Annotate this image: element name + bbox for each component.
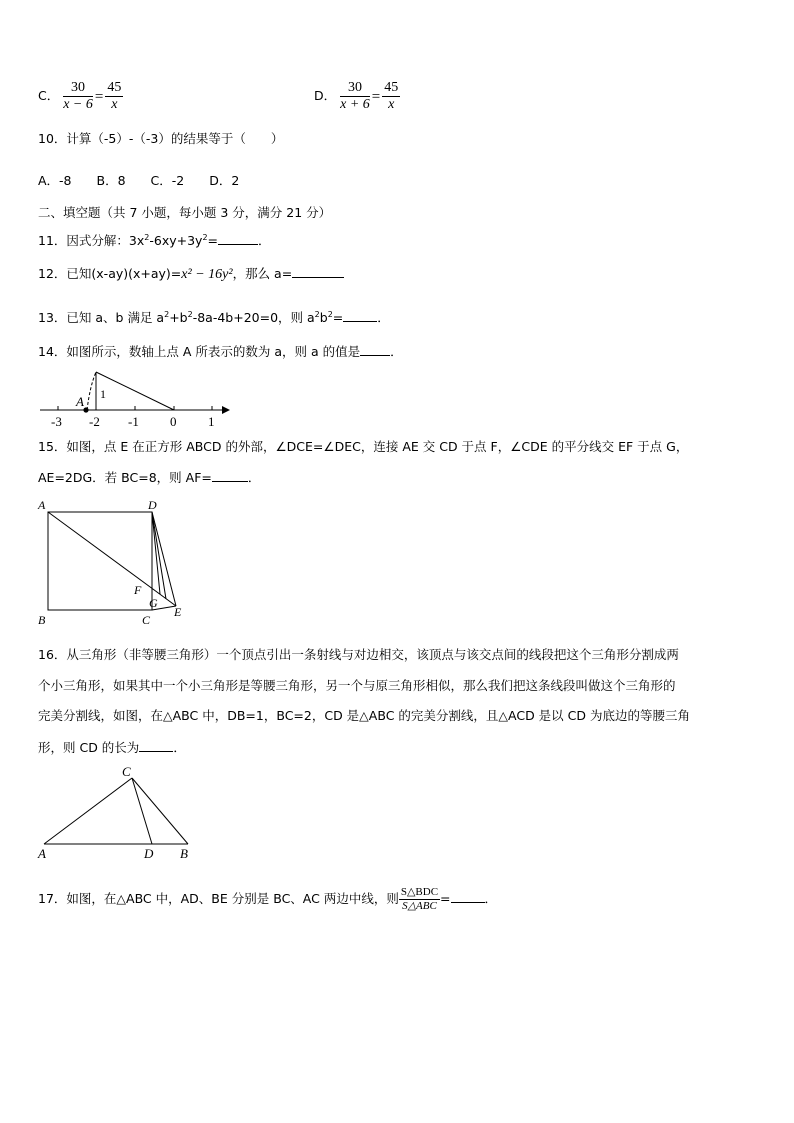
tick-label: -1 [128, 414, 139, 429]
height-label: 1 [100, 387, 106, 401]
q11-answer-blank[interactable] [218, 231, 258, 245]
q9-option-d: D． $\frac{30}{x + 6}$ = $\frac{45}{x}$ [314, 80, 399, 112]
q16-line4: 形，则 CD 的长为 ． [38, 740, 186, 755]
tick-label: -2 [89, 414, 100, 429]
label-d: D [144, 846, 154, 861]
tick-label: 1 [208, 414, 215, 429]
q11-text: 11．因式分解：$3x^2-6xy+3y^2=$ ． [38, 233, 271, 249]
segment-cb [132, 778, 188, 844]
q16-answer-blank[interactable] [139, 738, 173, 752]
q12-answer-blank[interactable] [292, 264, 344, 278]
q13-text: 13．已知 a、b 满足 $a^2+b^2-8a-4b+20=0$，则 $a^2b^2=$ ． [38, 310, 390, 326]
arc-dashed [87, 372, 96, 410]
q16-line2: 个小三角形，如果其中一个小三角形是等腰三角形，另一个与原三角形相似，那么我们把这条线段叫做这个三角形的 [38, 678, 676, 693]
q16-line1: 16．从三角形（非等腰三角形）一个顶点引出一条射线与对边相交，该顶点与该交点间的线段把这个三角形分割成两 [38, 647, 679, 662]
q9-option-c-label: C． [38, 88, 60, 103]
segment-ac [44, 778, 132, 844]
label-d: D [148, 498, 157, 512]
q17-area-ratio: $\frac{\text{S△BDC}}{\text{S△ABC}}$ [400, 886, 439, 912]
q16-line3: 完美分割线，如图，在△ABC 中，DB=1，BC=2，CD 是△ABC 的完美分割线，且△ACD 是以 CD 为底边的等腰三角 [38, 708, 690, 723]
q9-option-d-label: D． [314, 88, 337, 103]
q14-answer-blank[interactable] [360, 342, 390, 356]
point-a [83, 407, 88, 412]
point-a-label: A [76, 394, 84, 409]
q17-answer-blank[interactable] [451, 889, 485, 903]
q14-text: 14．如图所示，数轴上点 A 所表示的数为 a，则 a 的值是 ． [38, 344, 403, 359]
q16-triangle-figure [36, 762, 196, 862]
q17-text: 17．如图，在△ABC 中，AD、BE 分别是 BC、AC 两边中线，则 $\frac{\text{S△BDC}}{\text{S△ABC}}$ = ． [38, 886, 498, 912]
q15-square-figure [36, 496, 196, 630]
segment-cd [132, 778, 152, 844]
q15-line1: 15．如图，点 E 在正方形 ABCD 的外部，∠DCE=∠DEC，连接 AE 交 CD 于点 F，∠CDE 的平分线交 EF 于点 G， [38, 439, 689, 454]
label-e: E [174, 605, 182, 619]
label-a: A [38, 498, 46, 512]
segment-de [152, 512, 176, 606]
q13-answer-blank[interactable] [343, 308, 377, 322]
q9-option-d-frac2: $\frac{45}{x}$ [384, 80, 399, 112]
label-a: A [38, 846, 46, 861]
q9-option-c-frac1: $\frac{30}{x - 6}$ [63, 80, 93, 112]
q10-options: A．-8 B．8 C．-2 D．2 [38, 173, 240, 188]
q15-answer-blank[interactable] [212, 468, 248, 482]
label-b: B [38, 613, 46, 627]
q14-number-line-figure [38, 366, 232, 430]
q9-option-c-frac2: $\frac{45}{x}$ [107, 80, 122, 112]
q12-text: 12．已知(x-ay)(x+ay)=x² − 16y²，那么 a= [38, 264, 344, 284]
q10-text: 10．计算（-5）-（-3）的结果等于（ ） [38, 131, 284, 146]
label-c: C [142, 613, 151, 627]
label-c: C [122, 764, 131, 779]
q9-option-c: C． $\frac{30}{x - 6}$ = $\frac{45}{x}$ [38, 80, 122, 112]
q9-option-d-frac1: $\frac{30}{x + 6}$ [340, 80, 370, 112]
label-g: G [149, 596, 158, 610]
label-b: B [180, 846, 188, 861]
tick-label: 0 [170, 414, 177, 429]
section2-title: 二、填空题（共 7 小题，每小题 3 分，满分 21 分） [38, 205, 332, 220]
tick-label: -3 [51, 414, 62, 429]
triangle-hypotenuse [96, 372, 174, 410]
label-f: F [134, 583, 142, 597]
q15-line2: AE=2DG．若 BC=8，则 AF= ． [38, 470, 261, 485]
number-line-arrow [222, 406, 230, 414]
